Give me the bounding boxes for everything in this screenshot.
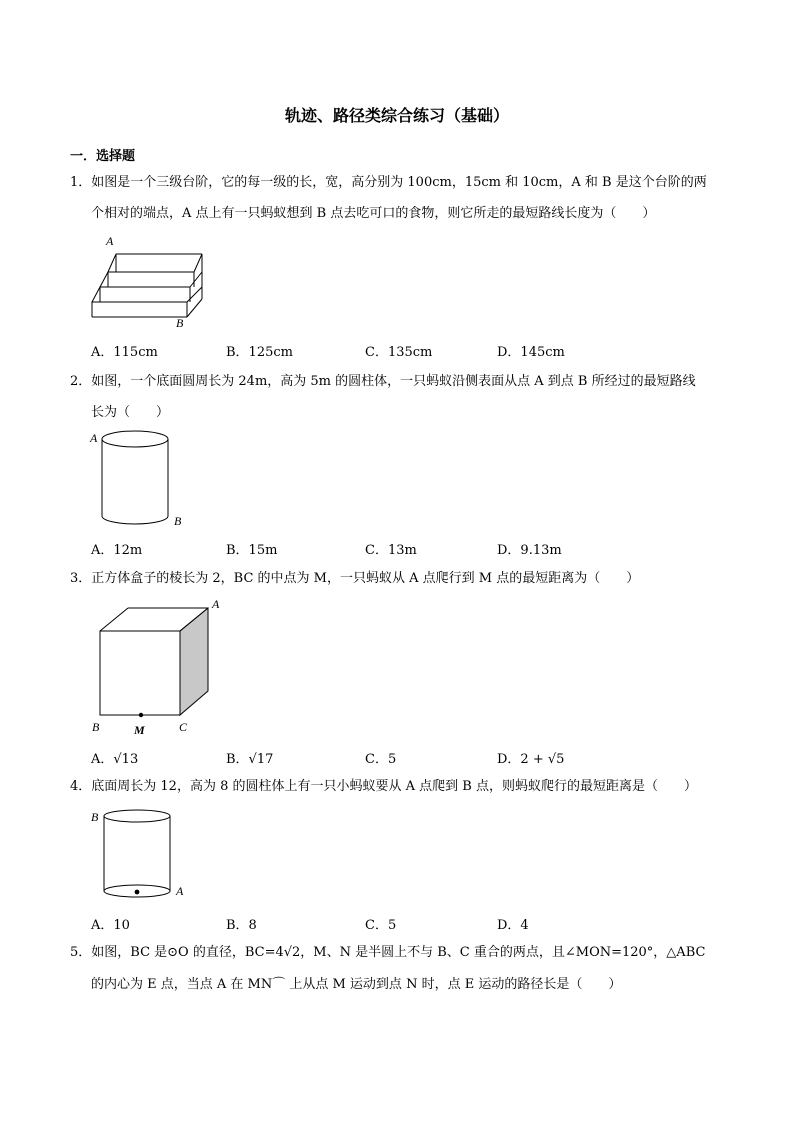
q1-option-a: A．115cm	[91, 345, 158, 360]
q2-option-d: D．9.13m	[497, 543, 562, 558]
q4-option-b: B．8	[226, 918, 257, 933]
q5-text-line2: 的内心为 E 点，当点 A 在 MN⌒ 上从点 M 运动到点 N 时，点 E 运动的路径长是（ ）	[91, 977, 622, 992]
q3-option-b: B．√17	[226, 752, 274, 767]
q2-option-a: A．12m	[91, 543, 143, 558]
q1-label-b: B	[176, 316, 184, 330]
q2-text-line1: 2．如图，一个底面圆周长为 24m，高为 5m 的圆柱体，一只蚂蚁沿侧表面从点 A 到点 B 所经过的最短路线	[70, 374, 696, 389]
q5-text-line1: 5．如图，BC 是⊙O 的直径，BC=4√2，M、N 是半圆上不与 B、C 重合的两点，且∠MON=120°，△ABC	[70, 945, 706, 960]
q3-option-c: C．5	[365, 752, 397, 767]
q1-option-c: C．135cm	[365, 345, 433, 360]
q4-cylinder-figure	[102, 808, 174, 903]
q4-label-a: A	[176, 884, 184, 898]
q4-option-c: C．5	[365, 918, 397, 933]
q4-label-b: B	[91, 810, 99, 824]
q3-cube-figure	[98, 605, 213, 720]
q3-text-line1: 3．正方体盒子的棱长为 2，BC 的中点为 M，一只蚂蚁从 A 点爬行到 M 点的最短距离为（ ）	[70, 571, 640, 586]
q1-text-line1: 1．如图是一个三级台阶，它的每一级的长，宽，高分别为 100cm，15cm 和 10cm，A 和 B 是这个台阶的两	[70, 175, 707, 190]
q2-text-line2: 长为（ ）	[91, 405, 170, 420]
q2-label-a: A	[90, 431, 98, 445]
q2-option-c: C．13m	[365, 543, 417, 558]
q1-label-a: A	[106, 234, 114, 248]
q2-option-b: B．15m	[226, 543, 278, 558]
q3-option-d: D．2 + √5	[497, 752, 565, 767]
q4-option-d: D．4	[497, 918, 529, 933]
q3-label-c: C	[179, 720, 188, 734]
q4-option-a: A．10	[91, 918, 130, 933]
q3-label-a: A	[212, 597, 220, 611]
q1-option-b: B．125cm	[226, 345, 293, 360]
page-title: 轨迹、路径类综合练习（基础）	[284, 106, 509, 125]
q1-option-d: D．145cm	[497, 345, 565, 360]
q3-label-b: B	[92, 720, 100, 734]
q3-option-a: A．√13	[91, 752, 139, 767]
q4-text-line1: 4．底面周长为 12，高为 8 的圆柱体上有一只小蚂蚁要从 A 点爬到 B 点，则蚂蚁爬行的最短距离是（ ）	[70, 779, 697, 794]
section-heading: 一．选择题	[70, 149, 136, 164]
q2-cylinder-figure	[100, 430, 175, 530]
q1-text-line2: 个相对的端点，A 点上有一只蚂蚁想到 B 点去吃可口的食物，则它所走的最短路线长度为（ ）	[91, 206, 656, 221]
q2-label-b: B	[174, 514, 182, 528]
q3-label-m: M	[134, 723, 145, 737]
